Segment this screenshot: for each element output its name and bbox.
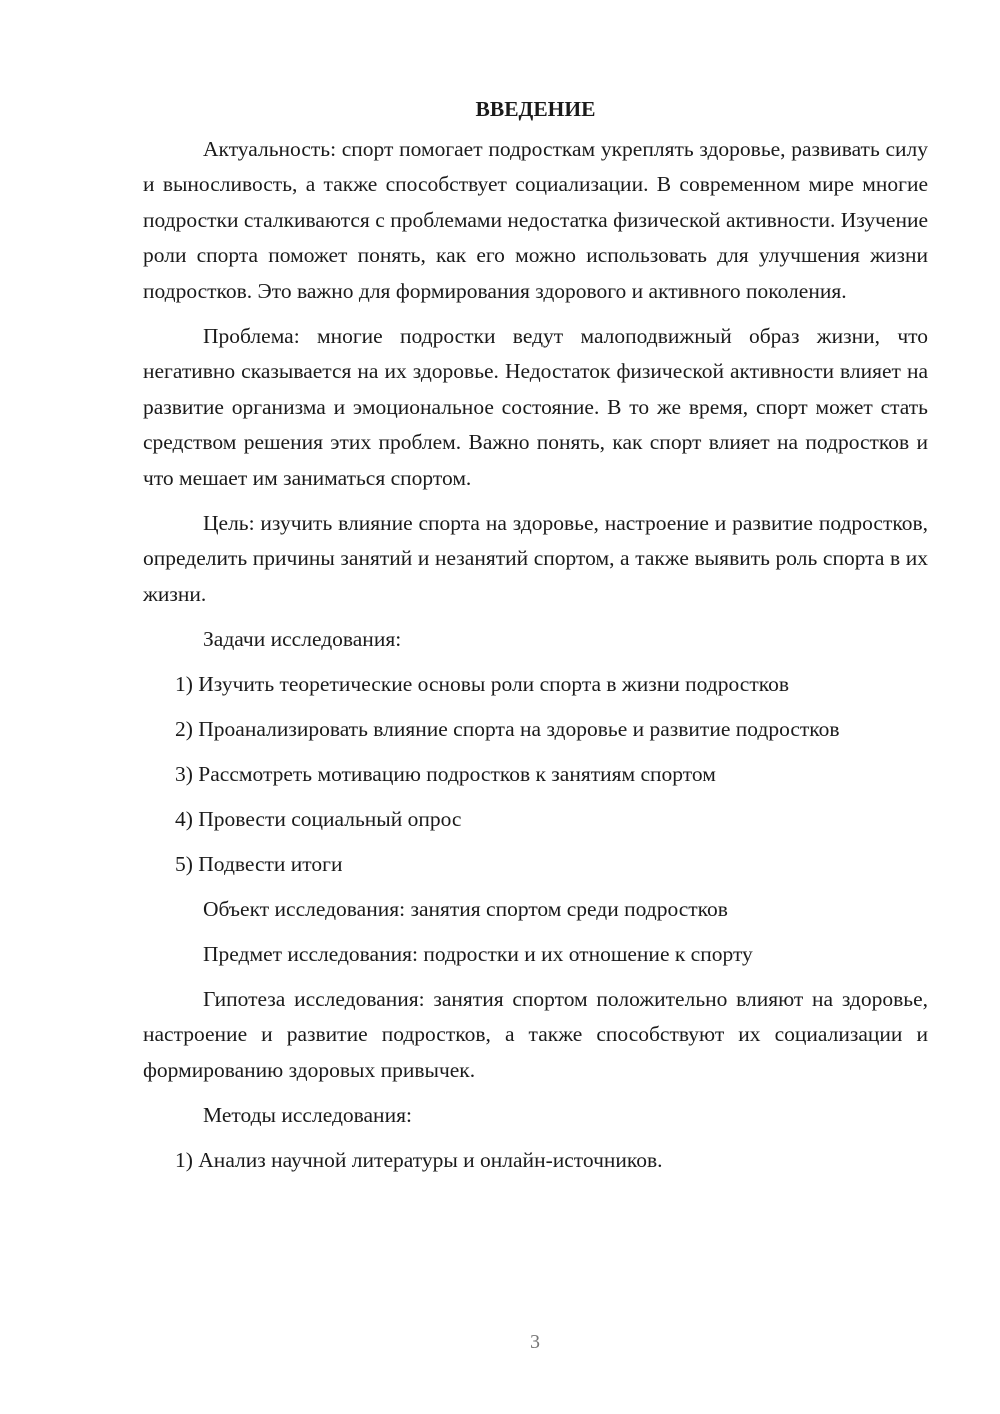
task-item: 1) Изучить теоретические основы роли спорта в жизни подростков [175,671,789,696]
hypothesis-paragraph: Гипотеза исследования: занятия спортом положительно влияют на здоровье, настроение и развитие подростков, а также способствуют их социализации и формированию здоровых привычек. [143,986,928,1082]
relevance-paragraph: Актуальность: спорт помогает подросткам укреплять здоровье, развивать силу и выносливость, а также способствует социализации. В современном мире многие подростки сталкиваются с проблемами недостатка физической активности. Изучение роли спорта поможет понять, как его можно использовать для улучшения жизни подростков. Это важно для формирования здорового и активного поколения. [143,136,928,303]
object-paragraph: Объект исследования: занятия спортом среди подростков [203,896,728,921]
task-item: 5) Подвести итоги [175,851,343,876]
document-page [143,92,928,1188]
section-title: ВВЕДЕНИЕ [475,97,596,121]
method-item: 1) Анализ научной литературы и онлайн-источников. [175,1147,663,1172]
task-item: 3) Рассмотреть мотивацию подростков к занятиям спортом [175,761,716,786]
task-item: 2) Проанализировать влияние спорта на здоровье и развитие подростков [175,716,840,741]
task-item: 4) Провести социальный опрос [175,806,462,831]
page-number: 3 [530,1331,540,1353]
subject-paragraph: Предмет исследования: подростки и их отношение к спорту [203,941,753,966]
methods-label: Методы исследования: [203,1102,412,1127]
problem-paragraph: Проблема: многие подростки ведут малоподвижный образ жизни, что негативно сказывается на их здоровье. Недостаток физической активности влияет на развитие организма и эмоциональное состояние. В то же время, спорт может стать средством решения этих проблем. Важно понять, как спорт влияет на подростков и что мешает им заниматься спортом. [143,323,928,490]
tasks-label: Задачи исследования: [203,626,402,651]
goal-paragraph: Цель: изучить влияние спорта на здоровье, настроение и развитие подростков, определить причины занятий и незанятий спортом, а также выявить роль спорта в их жизни. [143,510,928,606]
